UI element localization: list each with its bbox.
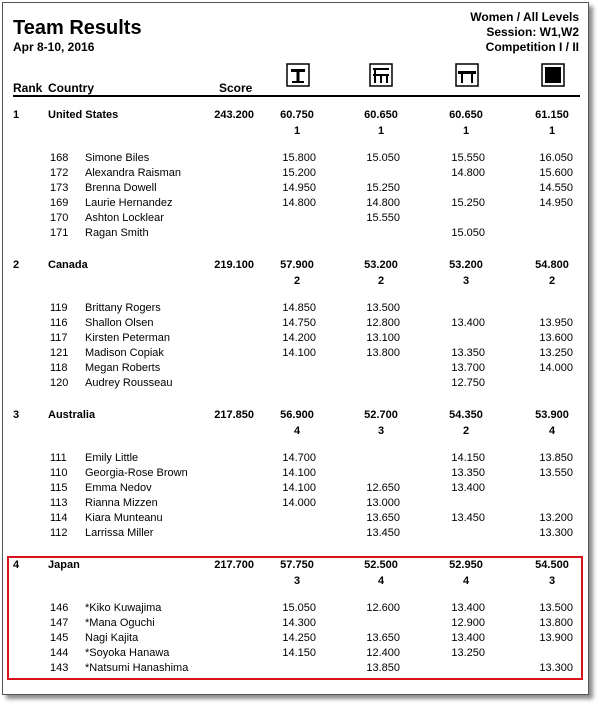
athlete-score: 15.050: [282, 602, 316, 614]
athlete-score: 13.400: [451, 632, 485, 644]
session-label: Session: W1,W2: [486, 25, 579, 39]
team-country: United States: [48, 109, 119, 121]
athlete-score: 13.400: [451, 482, 485, 494]
header-rule: [13, 95, 580, 97]
team-event-rank: 2: [462, 425, 470, 437]
athlete-score: 14.100: [282, 482, 316, 494]
balance-beam-icon: [455, 63, 479, 87]
athlete-score: 13.550: [539, 467, 573, 479]
athlete-name: Laurie Hernandez: [85, 197, 173, 209]
athlete-name: Brenna Dowell: [85, 182, 157, 194]
team-event-score: 53.200: [449, 259, 483, 271]
team-event-score: 57.750: [280, 559, 314, 571]
athlete-score: 13.800: [539, 617, 573, 629]
uneven-bars-icon: [369, 63, 393, 87]
athlete-score: 12.800: [366, 317, 400, 329]
japan-highlight-box: [7, 556, 583, 680]
floor-exercise-icon: [541, 63, 565, 87]
athlete-number: 115: [50, 482, 68, 494]
athlete-name: *Kiko Kuwajima: [85, 602, 162, 614]
athlete-number: 173: [50, 182, 69, 194]
team-event-score: 61.150: [535, 109, 569, 121]
athlete-score: 14.150: [282, 647, 316, 659]
athlete-score: 13.900: [539, 632, 573, 644]
athlete-name: Nagi Kajita: [85, 632, 139, 644]
team-event-rank: 4: [462, 575, 470, 587]
athlete-number: 169: [50, 197, 69, 209]
athlete-name: Larrissa Miller: [85, 527, 154, 539]
competition-label: Competition I / II: [485, 40, 579, 54]
team-event-rank: 2: [293, 275, 301, 287]
athlete-score: 14.700: [282, 452, 316, 464]
vault-icon: [286, 63, 310, 87]
team-country: Australia: [48, 409, 96, 421]
athlete-number: 171: [50, 227, 69, 239]
athlete-name: Emily Little: [85, 452, 139, 464]
athlete-score: 12.750: [451, 377, 485, 389]
team-rank: 1: [13, 109, 20, 121]
athlete-score: 13.850: [539, 452, 573, 464]
athlete-number: 144: [50, 647, 69, 659]
athlete-number: 114: [50, 512, 68, 524]
athlete-score: 13.600: [539, 332, 573, 344]
athlete-score: 13.500: [539, 602, 573, 614]
athlete-name: *Mana Oguchi: [85, 617, 155, 629]
athlete-score: 15.050: [451, 227, 485, 239]
team-event-rank: 4: [377, 575, 385, 587]
athlete-score: 13.450: [451, 512, 485, 524]
athlete-score: 15.550: [366, 212, 400, 224]
team-event-rank: 4: [293, 425, 301, 437]
athlete-name: Georgia-Rose Brown: [85, 467, 188, 479]
athlete-name: *Soyoka Hanawa: [85, 647, 170, 659]
athlete-score: 14.800: [366, 197, 400, 209]
team-event-score: 54.800: [535, 259, 569, 271]
team-event-score: 54.350: [449, 409, 483, 421]
athlete-score: 12.400: [366, 647, 400, 659]
athlete-score: 13.300: [539, 527, 573, 539]
athlete-number: 112: [50, 527, 68, 539]
athlete-score: 14.100: [282, 467, 316, 479]
athlete-name: *Natsumi Hanashima: [85, 662, 189, 674]
athlete-name: Madison Copiak: [85, 347, 164, 359]
athlete-score: 15.550: [451, 152, 485, 164]
athlete-number: 168: [50, 152, 69, 164]
athlete-number: 143: [50, 662, 69, 674]
athlete-number: 147: [50, 617, 69, 629]
team-country: Canada: [48, 259, 88, 271]
athlete-score: 14.250: [282, 632, 316, 644]
team-event-rank: 3: [293, 575, 301, 587]
athlete-score: 13.000: [366, 497, 400, 509]
athlete-score: 14.150: [451, 452, 485, 464]
athlete-score: 13.100: [366, 332, 400, 344]
athlete-score: 13.350: [451, 467, 485, 479]
team-event-score: 56.900: [280, 409, 314, 421]
athlete-score: 14.550: [539, 182, 573, 194]
athlete-score: 15.250: [451, 197, 485, 209]
athlete-score: 14.000: [539, 362, 573, 374]
athlete-name: Ragan Smith: [85, 227, 149, 239]
team-event-rank: 1: [548, 125, 556, 137]
athlete-score: 12.900: [451, 617, 485, 629]
athlete-number: 118: [50, 362, 68, 374]
team-event-score: 60.650: [364, 109, 398, 121]
athlete-score: 13.200: [539, 512, 573, 524]
athlete-number: 145: [50, 632, 69, 644]
athlete-score: 13.400: [451, 317, 485, 329]
team-event-rank: 3: [548, 575, 556, 587]
athlete-score: 14.300: [282, 617, 316, 629]
team-event-score: 52.950: [449, 559, 483, 571]
athlete-score: 13.350: [451, 347, 485, 359]
athlete-name: Emma Nedov: [85, 482, 152, 494]
athlete-score: 14.850: [282, 302, 316, 314]
athlete-score: 14.950: [282, 182, 316, 194]
athlete-number: 116: [50, 317, 68, 329]
rank-header: Rank: [13, 81, 43, 95]
team-rank: 2: [13, 259, 20, 271]
division-label: Women / All Levels: [470, 10, 579, 24]
athlete-score: 16.050: [539, 152, 573, 164]
athlete-score: 14.950: [539, 197, 573, 209]
athlete-number: 110: [50, 467, 68, 479]
athlete-name: Alexandra Raisman: [85, 167, 181, 179]
team-total-score: 219.100: [214, 259, 254, 271]
athlete-score: 15.050: [366, 152, 400, 164]
athlete-score: 13.650: [366, 512, 400, 524]
athlete-score: 14.200: [282, 332, 316, 344]
team-event-rank: 4: [548, 425, 556, 437]
team-event-rank: 2: [548, 275, 556, 287]
team-event-rank: 1: [293, 125, 301, 137]
athlete-score: 14.000: [282, 497, 316, 509]
athlete-score: 13.300: [539, 662, 573, 674]
athlete-score: 15.600: [539, 167, 573, 179]
athlete-name: Kiara Munteanu: [85, 512, 163, 524]
team-event-score: 57.900: [280, 259, 314, 271]
team-event-score: 54.500: [535, 559, 569, 571]
team-total-score: 217.850: [214, 409, 254, 421]
athlete-number: 170: [50, 212, 69, 224]
athlete-name: Megan Roberts: [85, 362, 161, 374]
team-event-rank: 3: [462, 275, 470, 287]
team-rank: 4: [13, 559, 20, 571]
team-event-score: 60.650: [449, 109, 483, 121]
athlete-number: 119: [50, 302, 68, 314]
team-event-score: 52.700: [364, 409, 398, 421]
athlete-score: 13.800: [366, 347, 400, 359]
team-event-rank: 2: [377, 275, 385, 287]
athlete-score: 13.400: [451, 602, 485, 614]
athlete-score: 12.650: [366, 482, 400, 494]
team-event-score: 60.750: [280, 109, 314, 121]
athlete-score: 15.800: [282, 152, 316, 164]
athlete-score: 13.700: [451, 362, 485, 374]
team-event-rank: 1: [377, 125, 385, 137]
athlete-number: 117: [50, 332, 68, 344]
team-rank: 3: [13, 409, 20, 421]
score-header: Score: [219, 81, 253, 95]
athlete-number: 146: [50, 602, 69, 614]
athlete-score: 14.100: [282, 347, 316, 359]
country-header: Country: [48, 81, 94, 95]
team-country: Japan: [48, 559, 80, 571]
athlete-name: Simone Biles: [85, 152, 150, 164]
athlete-score: 14.800: [451, 167, 485, 179]
athlete-name: Brittany Rogers: [85, 302, 161, 314]
athlete-name: Ashton Locklear: [85, 212, 164, 224]
athlete-score: 13.250: [451, 647, 485, 659]
team-event-rank: 3: [377, 425, 385, 437]
athlete-score: 13.650: [366, 632, 400, 644]
athlete-score: 13.950: [539, 317, 573, 329]
athlete-name: Kirsten Peterman: [85, 332, 170, 344]
team-event-score: 53.200: [364, 259, 398, 271]
athlete-number: 121: [50, 347, 69, 359]
athlete-score: 15.250: [366, 182, 400, 194]
athlete-score: 13.450: [366, 527, 400, 539]
athlete-score: 12.600: [366, 602, 400, 614]
athlete-number: 120: [50, 377, 69, 389]
team-event-score: 52.500: [364, 559, 398, 571]
athlete-name: Shallon Olsen: [85, 317, 154, 329]
athlete-name: Audrey Rousseau: [85, 377, 173, 389]
athlete-score: 13.500: [366, 302, 400, 314]
team-event-rank: 1: [462, 125, 470, 137]
team-event-score: 53.900: [535, 409, 569, 421]
team-total-score: 243.200: [214, 109, 254, 121]
page-title: Team Results: [13, 17, 142, 39]
athlete-score: 13.850: [366, 662, 400, 674]
athlete-score: 13.250: [539, 347, 573, 359]
athlete-score: 14.800: [282, 197, 316, 209]
athlete-name: Rianna Mizzen: [85, 497, 158, 509]
team-total-score: 217.700: [214, 559, 254, 571]
athlete-number: 172: [50, 167, 69, 179]
athlete-number: 113: [50, 497, 68, 509]
athlete-number: 111: [50, 452, 67, 464]
athlete-score: 15.200: [282, 167, 316, 179]
athlete-score: 14.750: [282, 317, 316, 329]
meet-dates: Apr 8-10, 2016: [13, 40, 95, 54]
